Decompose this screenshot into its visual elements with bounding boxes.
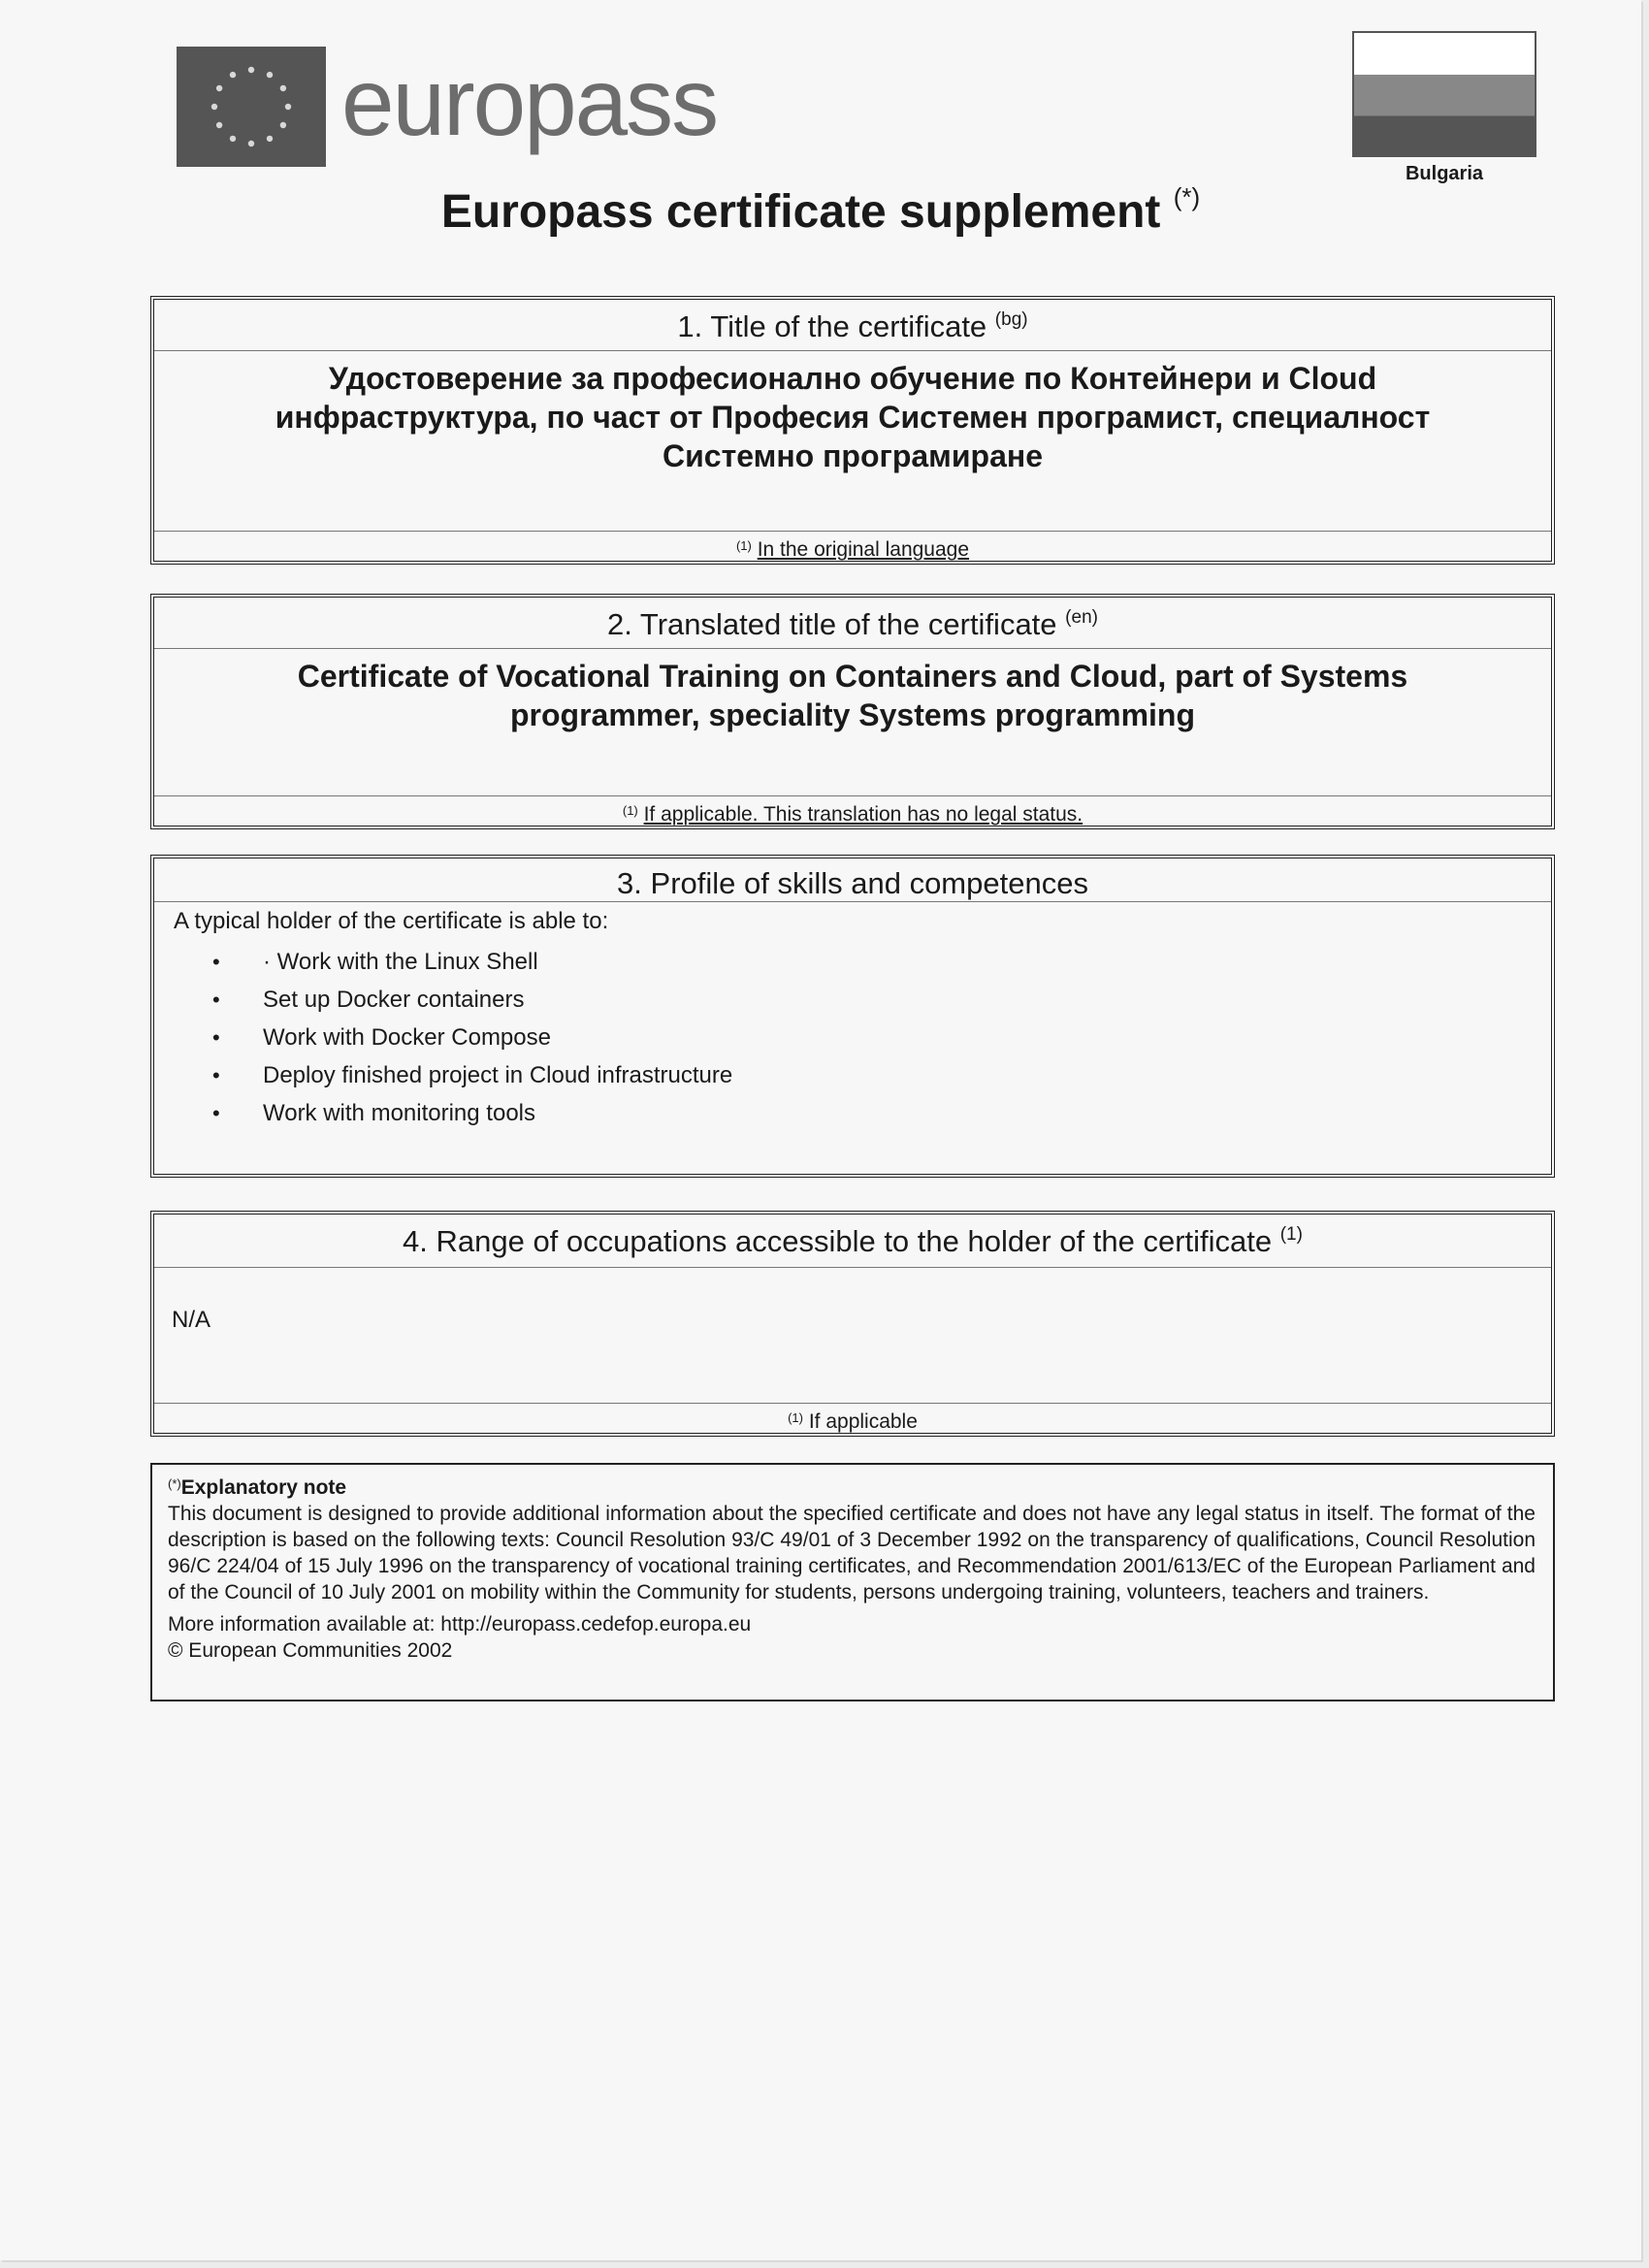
section4-heading-mark: (1) <box>1279 1224 1303 1245</box>
section2-heading: 2. Translated title of the certificate <box>607 607 1057 641</box>
explanatory-note <box>150 1463 1555 1701</box>
eu-star-icon <box>216 122 222 128</box>
section-title-original <box>150 296 1555 565</box>
eu-star-icon <box>285 104 291 110</box>
eu-star-icon <box>280 122 286 128</box>
eu-star-icon <box>216 85 222 91</box>
eu-star-icon <box>267 72 273 78</box>
document-title <box>0 182 1641 239</box>
country-name: Bulgaria <box>1405 163 1484 184</box>
translated-title-line: programmer, speciality Systems programming <box>509 697 1196 732</box>
eu-flag-logo <box>177 47 326 167</box>
eu-star-icon <box>248 141 254 146</box>
list-item: • Set up Docker containers <box>212 981 1551 1019</box>
section-heading <box>154 859 1551 902</box>
note-title-mark: (*) <box>168 1476 181 1491</box>
note-title-text: Explanatory note <box>180 1476 347 1499</box>
section-skills <box>150 855 1555 1178</box>
skills-intro: A typical holder of the certificate is able to: <box>174 908 609 934</box>
document-title-text: Europass certificate supplement <box>440 186 1161 238</box>
note-title <box>168 1471 1536 1501</box>
eu-star-icon <box>211 104 217 110</box>
section4-footnote: If applicable <box>808 1410 918 1433</box>
section-translated-title <box>150 594 1555 829</box>
list-item: • Work with monitoring tools <box>212 1094 1551 1132</box>
section-occupations <box>150 1211 1555 1437</box>
original-title-line: инфраструктура, по част от Професия Системен програмист, специалност <box>275 400 1431 435</box>
section3-heading: 3. Profile of skills and competences <box>617 866 1088 900</box>
eu-star-icon <box>280 85 286 91</box>
section-footnote <box>154 1403 1551 1433</box>
section-heading <box>154 598 1551 649</box>
eu-star-icon <box>230 72 236 78</box>
occupations-value: N/A <box>172 1307 211 1333</box>
original-title-line: Удостоверение за професионално обучение по Контейнери и Cloud <box>328 361 1377 396</box>
section1-heading-mark: (bg) <box>994 309 1028 330</box>
section1-footnote-mark: (1) <box>735 538 752 553</box>
note-more-info: More information available at: http://europass.cedefop.europa.eu <box>168 1613 752 1636</box>
section2-heading-mark: (en) <box>1065 607 1098 628</box>
section2-footnote-mark: (1) <box>622 803 638 818</box>
document-title-mark: (*) <box>1173 182 1201 211</box>
brand-logo-text: europass <box>341 49 718 155</box>
translated-title-line: Certificate of Vocational Training on Containers and Cloud, part of Systems <box>297 659 1408 694</box>
original-title-line: Системно програмиране <box>663 438 1043 473</box>
eu-star-icon <box>248 67 254 73</box>
section-footnote <box>154 531 1551 561</box>
eu-stars-icon <box>177 47 326 167</box>
section1-heading: 1. Title of the certificate <box>677 309 987 343</box>
note-body: This document is designed to provide additional information about the specified certificate and does not have any legal status in itself. The format of the description is based on the following texts: Council Resolution 93/C 49/01 of 3 December 1992 on the transparency of qualifications, Council Resolution 96/C 224/04 of 15 July 1996 on the transparency of vocational training certificates, and Recommendation 2001/613/EC of the European Parliament and of the Council of 10 July 2001 on mobility within the Community for students, persons undergoing training, volunteers, teachers and trainers. <box>168 1503 1536 1604</box>
section2-footnote: If applicable. This translation has no legal status. <box>643 803 1083 826</box>
section1-footnote: In the original language <box>757 538 970 561</box>
list-item: • · Work with the Linux Shell <box>212 943 1551 981</box>
eu-star-icon <box>267 136 273 142</box>
section-heading <box>154 300 1551 351</box>
original-title <box>154 351 1551 475</box>
skills-list <box>154 943 1551 1132</box>
section-footnote <box>154 795 1551 826</box>
translated-title <box>154 649 1551 734</box>
bulgaria-flag <box>1352 31 1536 157</box>
section4-footnote-mark: (1) <box>788 1410 803 1425</box>
list-item: • Deploy finished project in Cloud infrastructure <box>212 1056 1551 1094</box>
note-copyright: © European Communities 2002 <box>168 1639 453 1662</box>
section-heading <box>154 1215 1551 1268</box>
eu-star-icon <box>230 136 236 142</box>
list-item: • Work with Docker Compose <box>212 1019 1551 1056</box>
section4-heading: 4. Range of occupations accessible to the holder of the certificate <box>403 1224 1273 1258</box>
